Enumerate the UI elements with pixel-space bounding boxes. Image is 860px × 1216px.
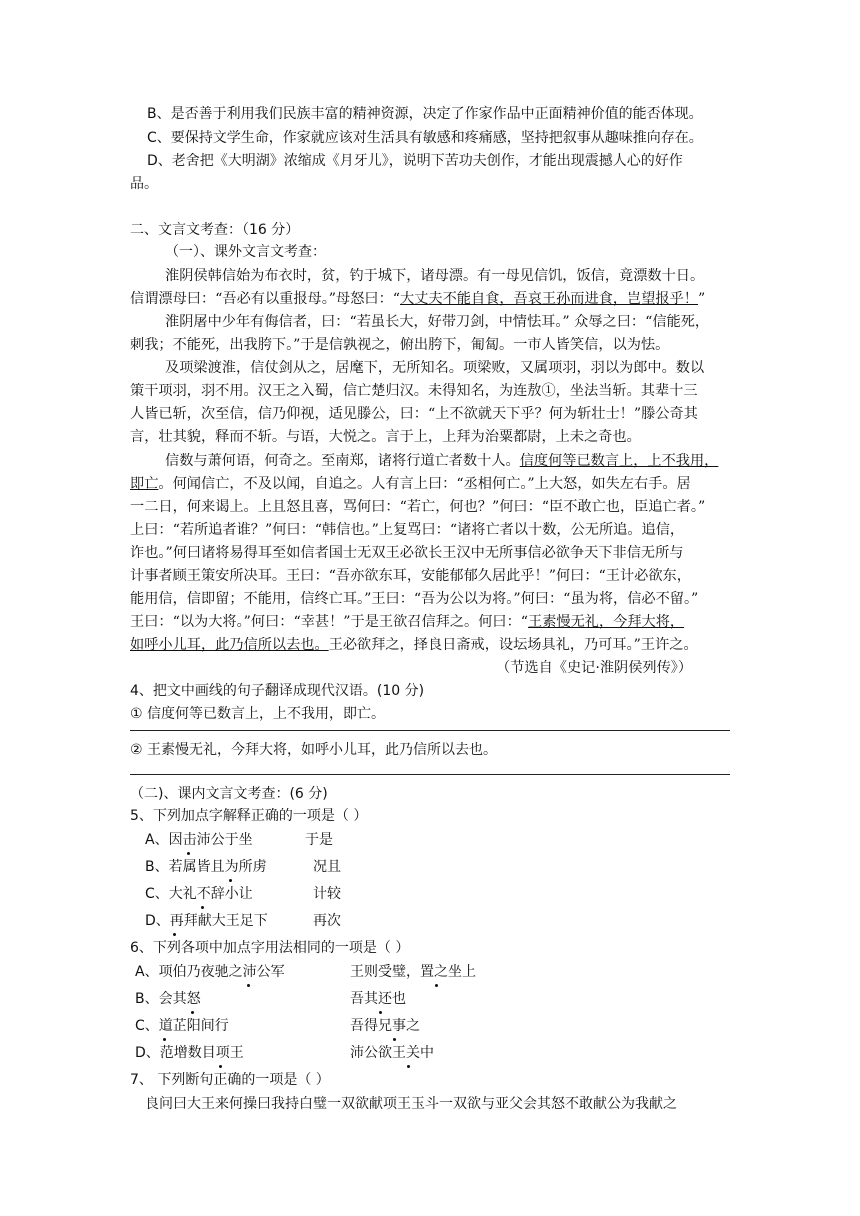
underlined-sentence: 王素慢无礼，今拜大将，	[528, 614, 685, 630]
question-4-sentence-1: ① 信度何等已数言上，上不我用，即亡。	[130, 706, 385, 722]
option-c[interactable]: C、道芷阳间行	[135, 1018, 229, 1034]
option-d-compare: 沛公欲王关中	[350, 1045, 434, 1061]
option-c-compare: 吾得兄事之	[350, 1018, 420, 1034]
emphasis-dot	[201, 906, 204, 909]
option-c[interactable]: C、大礼不辞小让	[145, 886, 253, 902]
choice-c: C、要保持文学生命，作家就应该对生活具有敏感和疼痛感，坚持把叙事从趣味推向存在。	[147, 130, 703, 146]
question-7-title: 7、 下列断句正确的一项是（ ）	[130, 1072, 330, 1088]
emphasis-dot	[229, 879, 232, 882]
emphasis-dot	[187, 852, 190, 855]
question-4-title: 4、把文中画线的句子翻译成现代汉语。(10 分)	[130, 683, 425, 699]
passage-line: 计事者顾王策安所决耳。王曰：“吾亦欲东耳，安能郁郁久居此乎！”何曰：“王计必欲东，	[130, 568, 691, 584]
passage-text: 王必欲拜之，择良日斋戒，设坛场具礼，乃可耳。”王许之。	[328, 637, 698, 653]
subsection-title: （一）、课外文言文考查：	[165, 244, 326, 260]
passage-line: 能用信，信即留；不能用，信终亡耳。”王曰：“吾为公以为将。”何曰：“虽为将，信必不留。”	[130, 591, 699, 607]
choice-d: D、老舍把《大明湖》浓缩成《月牙儿》，说明下苦功夫创作，才能出现震撼人心的好作	[147, 153, 683, 169]
passage-source: （节选自《史记·淮阴侯列传》）	[496, 660, 693, 676]
option-b-gloss: 况且	[313, 859, 341, 875]
question-5-title: 5、下列加点字解释正确的一项是（ ）	[130, 808, 368, 824]
passage-line	[130, 474, 691, 494]
passage-line: 淮阴侯韩信始为布衣时，贫，钓于城下，诸母漂。有一母见信饥，饭信，竟漂数十日。	[165, 268, 705, 284]
option-d[interactable]: D、再拜献大王足下	[145, 913, 268, 929]
emphasis-dot	[247, 984, 250, 987]
passage-line: 人皆已斩，次至信，信乃仰视，适见滕公，曰：“上不欲就天下乎？何为斩壮士！”滕公奇其	[130, 406, 698, 422]
passage-line: 上曰：“若所追者谁？”何曰：“韩信也。”上复骂曰：“诸将亡者以十数，公无所追。追信，	[130, 522, 685, 538]
section-title: （二)、课内文言文考查：(6 分)	[130, 786, 328, 802]
emphasis-dot	[173, 933, 176, 936]
question-6-title: 6、下列各项中加点字用法相同的一项是（ ）	[130, 940, 410, 956]
option-d[interactable]: D、范增数目项王	[135, 1045, 244, 1061]
underlined-sentence: 即亡	[130, 476, 159, 492]
answer-line[interactable]	[130, 730, 730, 731]
passage-line: 刺我；不能死，出我胯下。”于是信孰视之，俯出胯下，匍匐。一市人皆笑信，以为怯。	[130, 337, 670, 353]
passage-text: 王曰：“以为大将。”何曰：“幸甚！”于是王欲召信拜之。何曰：“	[130, 614, 529, 630]
choice-b: B、是否善于利用我们民族丰富的精神资源，决定了作家作品中正面精神价值的能否体现。	[147, 106, 703, 122]
question-4-sentence-2: ② 王素慢无礼，今拜大将，如呼小儿耳，此乃信所以去也。	[130, 742, 497, 758]
option-c-gloss: 计较	[313, 886, 341, 902]
option-a-gloss: 于是	[305, 832, 333, 848]
underlined-sentence: 大丈夫不能自食，吾哀王孙而进食，岂望报乎！	[400, 291, 698, 307]
underlined-sentence: 如呼小儿耳，此乃信所以去也。	[130, 637, 329, 653]
section-title: 二、文言文考查：（16 分）	[130, 222, 300, 238]
underlined-sentence: 信度何等已数言上，上不我用，	[519, 453, 719, 469]
option-b[interactable]: B、会其怒	[135, 991, 201, 1007]
choice-d-cont: 品。	[130, 176, 158, 192]
passage-line: 诈也。”何曰诸将易得耳至如信者国士无双王必欲长王汉中无所事信必欲争天下非信无所与	[130, 545, 684, 561]
option-a[interactable]: A、项伯乃夜驰之沛公军	[135, 964, 285, 980]
question-7-text: 良问曰大王来何操曰我持白璧一双欲献项王玉斗一双欲与亚父会其怒不敢献公为我献之	[145, 1096, 677, 1112]
option-a-compare: 王则受璧，置之坐上	[350, 964, 476, 980]
emphasis-dot	[407, 1065, 410, 1068]
emphasis-dot	[163, 1038, 166, 1041]
emphasis-dot	[379, 1011, 382, 1014]
passage-line	[130, 635, 698, 655]
passage-line: 一二日，何来谒上。上且怒且喜，骂何曰：“若亡，何也？”何曰：“臣不敢亡也，臣追亡者。”	[130, 499, 706, 515]
passage-line: 及项梁渡淮，信仗剑从之，居麾下，无所知名。项梁败，又属项羽，羽以为郎中。数以	[165, 360, 705, 376]
option-a[interactable]: A、因击沛公于坐	[145, 832, 253, 848]
option-d-gloss: 再次	[313, 913, 341, 929]
emphasis-dot	[191, 1011, 194, 1014]
emphasis-dot	[393, 1038, 396, 1041]
answer-line[interactable]	[130, 774, 730, 775]
passage-text: 信谓漂母曰：“吾必有以重报母。”母怒曰：“	[130, 291, 401, 307]
option-b[interactable]: B、若属皆且为所虏	[145, 859, 267, 875]
emphasis-dot	[435, 984, 438, 987]
passage-line	[165, 451, 718, 471]
passage-line: 策干项羽，羽不用。汉王之入蜀，信亡楚归汉。未得知名，为连敖①，坐法当斩。其辈十三	[130, 383, 698, 399]
passage-text: 。何闻信亡，不及以闻，自追之。人有言上曰：“丞相何亡。”上大怒，如失左右手。居	[158, 476, 691, 492]
passage-line	[130, 289, 705, 309]
passage-text: ”	[698, 291, 706, 307]
option-b-compare: 吾其还也	[350, 991, 406, 1007]
passage-text: 信数与萧何语，何奇之。至南郑，诸将行道亡者数十人。	[165, 453, 520, 469]
emphasis-dot	[219, 1065, 222, 1068]
passage-line: 言，壮其貌，释而不斩。与语，大悦之。言于上，上拜为治粟都尉，上未之奇也。	[130, 429, 641, 445]
passage-line	[130, 612, 684, 632]
passage-line: 淮阴屠中少年有侮信者，曰：“若虽长大，好带刀剑，中情怯耳。” 众辱之曰：“信能死，	[165, 314, 710, 330]
